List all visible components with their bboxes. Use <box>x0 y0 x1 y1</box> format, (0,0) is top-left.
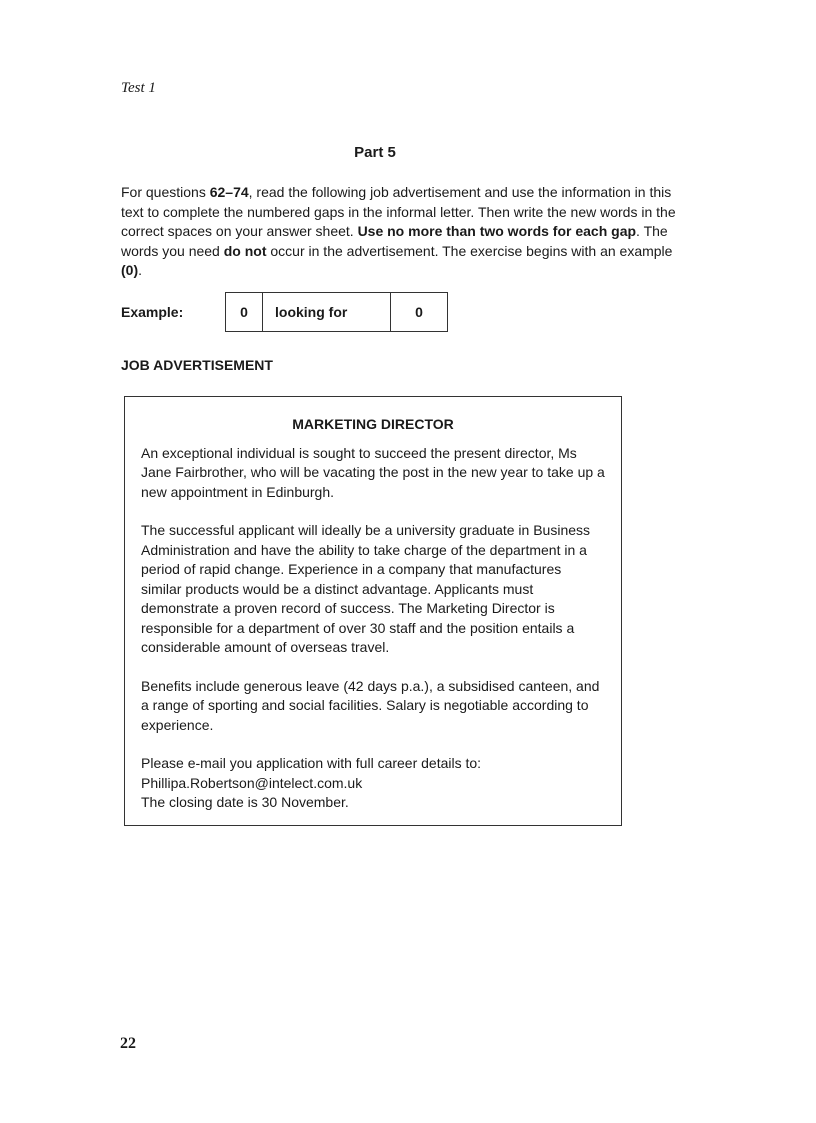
example-number: 0 <box>226 293 263 331</box>
instructions-word-limit: Use no more than two words for each gap <box>357 223 637 239</box>
advertisement-paragraph-3: Benefits include generous leave (42 days p.a.), a subsidised canteen, and a range of sporting and social facilities. Salary is negotiable according to experience. <box>141 677 600 733</box>
example-row <box>121 292 448 331</box>
example-answer-number: 0 <box>415 303 423 320</box>
example-answer-box <box>225 292 448 332</box>
instructions-question-range: 62–74 <box>209 184 249 200</box>
advertisement-paragraph-2: The successful applicant will ideally be a university graduate in Business Administration and have the ability to take charge of the department in a period of rapid change. Experience in a company that manufactures similar products would be a distinct advantage. Applicants must demonstrate a proven record of success. The Marketing Director is responsible for a department of over 30 staff and the position entails a considerable amount of overseas travel. <box>141 522 591 655</box>
instructions-text-3: . The words you need <box>121 223 668 259</box>
section-heading: JOB ADVERTISEMENT <box>121 357 273 373</box>
instructions-text-4: occur in the advertisement. The exercise begins with an example <box>266 242 673 259</box>
instructions-example-ref: (0) <box>121 262 139 278</box>
example-answer: looking for <box>263 293 391 331</box>
example-label: Example: <box>121 303 184 320</box>
advertisement-paragraph-1: An exceptional individual is sought to succeed the present director, Ms Jane Fairbrother, who will be vacating the post in the new year to take up a new appointment in Edinburgh. <box>141 444 605 500</box>
instructions <box>121 183 681 281</box>
instructions-text-1: For questions <box>121 184 210 200</box>
advertisement-title: MARKETING DIRECTOR <box>292 416 454 432</box>
instructions-text-2: , read the following job advertisement and use the information in this text to complete the numbered gaps in the informal letter. Then write the new words in the correct spaces on your answer sheet. <box>121 184 676 239</box>
instructions-do-not: do not <box>223 242 267 259</box>
job-advertisement-box <box>124 396 622 826</box>
advertisement-contact <box>141 754 605 813</box>
instructions-text-5: . <box>138 262 143 278</box>
closing-date: The closing date is 30 November. <box>141 794 349 810</box>
running-head: Test 1 <box>121 80 156 96</box>
contact-line: Please e-mail you application with full career details to: <box>141 755 482 771</box>
part-title: Part 5 <box>354 144 396 161</box>
page-number: 22 <box>120 1035 136 1052</box>
contact-email: Phillipa.Robertson@intelect.com.uk <box>141 774 363 791</box>
